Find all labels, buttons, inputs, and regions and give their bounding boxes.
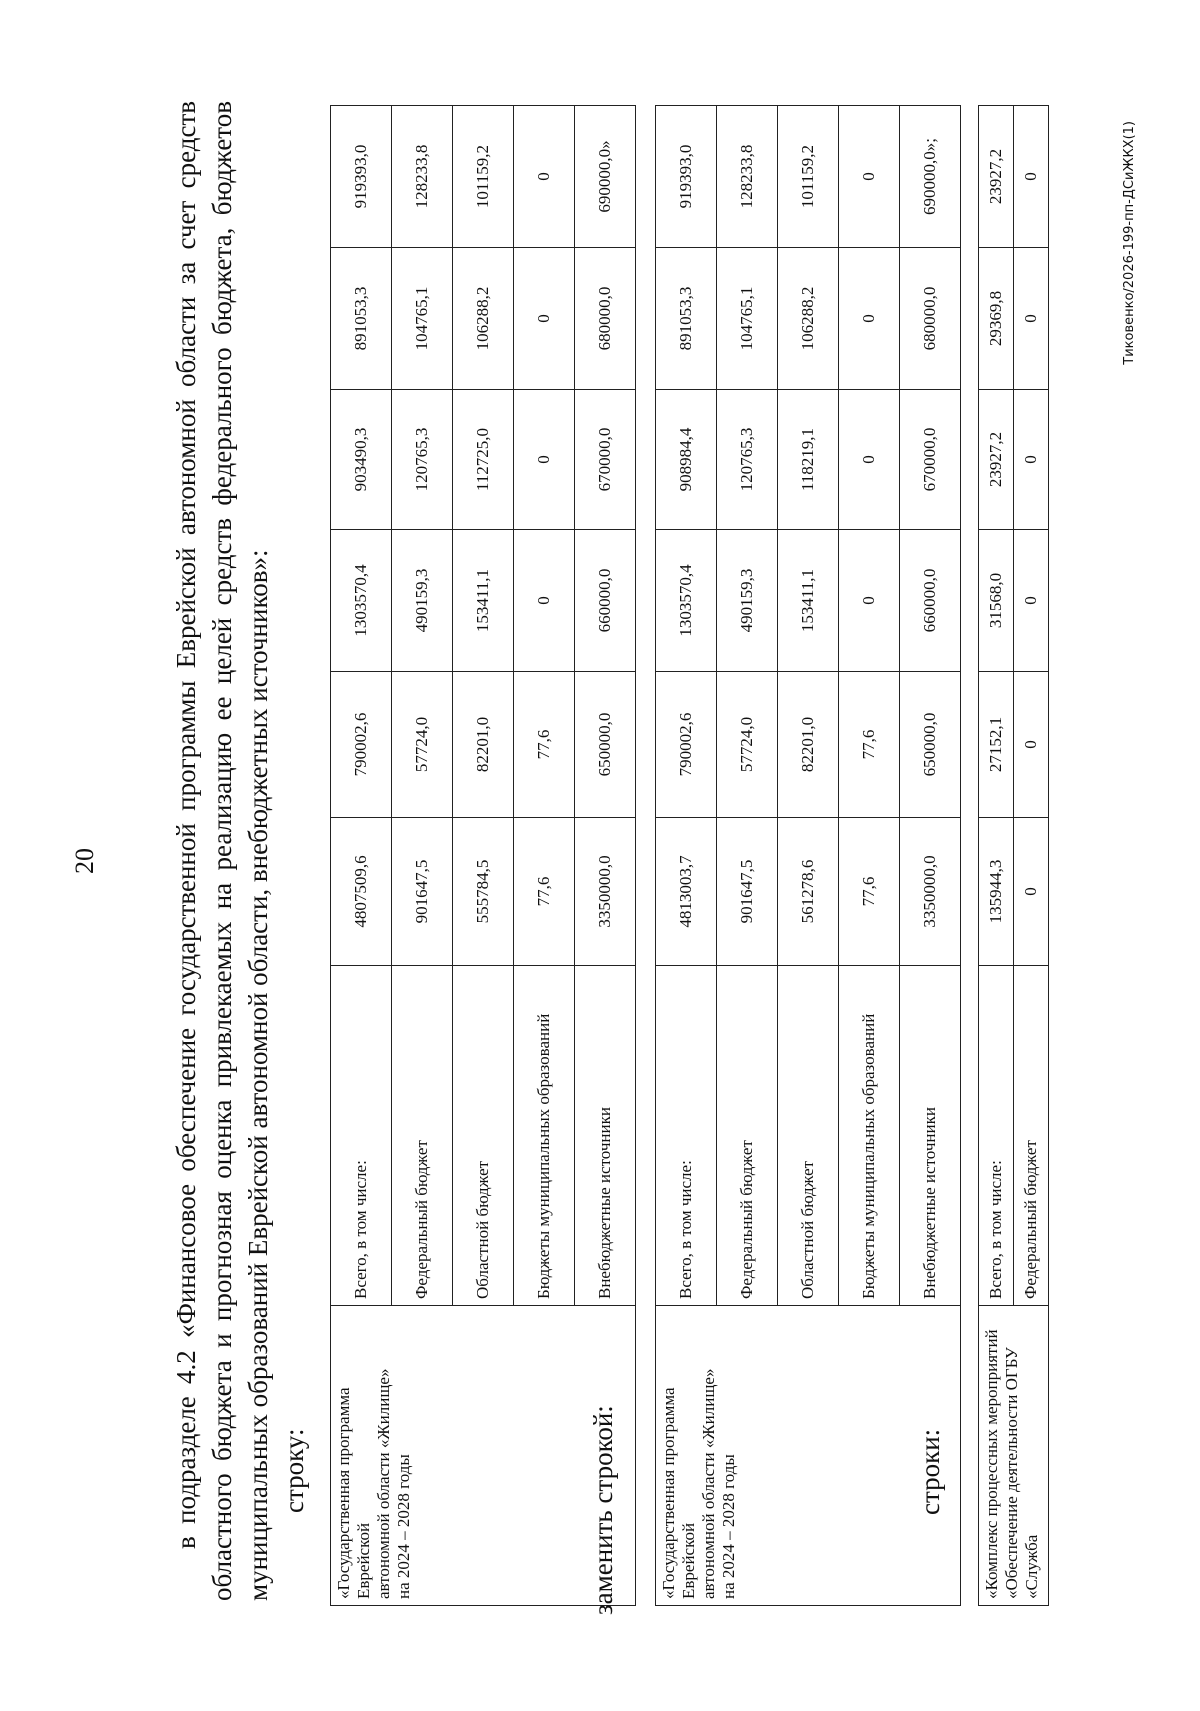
- amount-cell: 891053,3: [656, 248, 717, 390]
- amount-cell: 0: [1014, 248, 1049, 390]
- amount-cell: 790002,6: [656, 672, 717, 818]
- caption-rows: строки:: [915, 1428, 945, 1515]
- amount-cell: 0: [839, 106, 900, 248]
- amount-cell: 670000,0: [575, 390, 636, 530]
- amount-cell: 690000,0»;: [900, 106, 961, 248]
- program-name-line: автономной области «Жилище»: [699, 1368, 718, 1599]
- funding-source-cell: Всего, в том числе:: [331, 966, 392, 1306]
- amount-cell: 135944,3: [979, 818, 1014, 966]
- amount-cell: 0: [839, 390, 900, 530]
- amount-cell: 891053,3: [331, 248, 392, 390]
- amount-cell: 690000,0»: [575, 106, 636, 248]
- amount-cell: 490159,3: [717, 530, 778, 672]
- amount-cell: 106288,2: [453, 248, 514, 390]
- funding-source-cell: Всего, в том числе:: [656, 966, 717, 1306]
- amount-cell: 31568,0: [979, 530, 1014, 672]
- program-name-line: «Комплекс процессных мероприятий: [982, 1329, 1001, 1599]
- amendment-intro-text: в подразделе 4.2 «Финансовое обеспечение государственной программы Еврейской автономной области за счет средств областного бюджета и прогнозная оценка привлекаемых на реализацию ее целей средств федерального бюджета, бюджетов муниципальных образований Еврейской автономной области, внебюджетных источников»:: [171, 101, 273, 1601]
- funding-source-cell: Областной бюджет: [778, 966, 839, 1306]
- amount-cell: 77,6: [514, 672, 575, 818]
- amount-cell: 3350000,0: [575, 818, 636, 966]
- funding-source-cell: Областной бюджет: [453, 966, 514, 1306]
- funding-source-cell: Федеральный бюджет: [717, 966, 778, 1306]
- amount-cell: 650000,0: [900, 672, 961, 818]
- page-number: 20: [70, 848, 99, 874]
- funding-source-cell: Бюджеты муниципальных образований: [514, 966, 575, 1306]
- financing-table-process: [978, 105, 1049, 1606]
- table-row: [979, 106, 1014, 1606]
- table-row: [656, 106, 717, 1606]
- amount-cell: 120765,3: [717, 390, 778, 530]
- funding-source-cell: Федеральный бюджет: [392, 966, 453, 1306]
- amount-cell: 0: [1014, 530, 1049, 672]
- amount-cell: 3350000,0: [900, 818, 961, 966]
- amount-cell: 490159,3: [392, 530, 453, 672]
- program-name-line: «Обеспечение деятельности ОГБУ «Служба: [1002, 1347, 1041, 1599]
- amount-cell: 104765,1: [392, 248, 453, 390]
- financing-table-new: [655, 105, 961, 1606]
- amount-cell: 1303570,4: [656, 530, 717, 672]
- amendment-intro: [168, 101, 312, 1601]
- amount-cell: 0: [1014, 106, 1049, 248]
- amount-cell: 128233,8: [392, 106, 453, 248]
- funding-source-cell: Внебюджетные источники: [575, 966, 636, 1306]
- amount-cell: 112725,0: [453, 390, 514, 530]
- funding-source-cell: Всего, в том числе:: [979, 966, 1014, 1306]
- amount-cell: 27152,1: [979, 672, 1014, 818]
- amount-cell: 120765,3: [392, 390, 453, 530]
- amount-cell: 670000,0: [900, 390, 961, 530]
- amount-cell: 790002,6: [331, 672, 392, 818]
- amount-cell: 153411,1: [778, 530, 839, 672]
- amount-cell: 903490,3: [331, 390, 392, 530]
- amount-cell: 4813003,7: [656, 818, 717, 966]
- amount-cell: 919393,0: [656, 106, 717, 248]
- funding-source-cell: Внебюджетные источники: [900, 966, 961, 1306]
- document-code: Тиковенко/2026-199-пп-ДСиЖКХ(1): [1122, 121, 1137, 365]
- amount-cell: 680000,0: [900, 248, 961, 390]
- amount-cell: 23927,2: [979, 390, 1014, 530]
- amount-cell: 0: [514, 390, 575, 530]
- amount-cell: 0: [1014, 390, 1049, 530]
- funding-source-cell: Бюджеты муниципальных образований: [839, 966, 900, 1306]
- amount-cell: 680000,0: [575, 248, 636, 390]
- amount-cell: 57724,0: [717, 672, 778, 818]
- program-name-line: «Государственная программа Еврейской: [334, 1387, 373, 1599]
- amendment-intro-label: строку:: [279, 1428, 309, 1513]
- amount-cell: 650000,0: [575, 672, 636, 818]
- amount-cell: 77,6: [514, 818, 575, 966]
- amount-cell: 0: [839, 530, 900, 672]
- amount-cell: 106288,2: [778, 248, 839, 390]
- amount-cell: 0: [1014, 672, 1049, 818]
- amount-cell: 919393,0: [331, 106, 392, 248]
- funding-source-cell: Федеральный бюджет: [1014, 966, 1049, 1306]
- amount-cell: 908984,4: [656, 390, 717, 530]
- amount-cell: 29369,8: [979, 248, 1014, 390]
- table-row: [331, 106, 392, 1606]
- financing-table-old: [330, 105, 636, 1606]
- amount-cell: 561278,6: [778, 818, 839, 966]
- amount-cell: 0: [514, 530, 575, 672]
- amount-cell: 901647,5: [392, 818, 453, 966]
- program-name-line: автономной области «Жилище»: [374, 1368, 393, 1599]
- amount-cell: 128233,8: [717, 106, 778, 248]
- program-name-line: на 2024 – 2028 годы: [394, 1454, 413, 1599]
- amount-cell: 82201,0: [453, 672, 514, 818]
- amount-cell: 0: [839, 248, 900, 390]
- amount-cell: 77,6: [839, 818, 900, 966]
- amount-cell: 660000,0: [900, 530, 961, 672]
- amount-cell: 0: [1014, 818, 1049, 966]
- caption-replace: заменить строкой:: [588, 1405, 618, 1615]
- amount-cell: 118219,1: [778, 390, 839, 530]
- amount-cell: 0: [514, 248, 575, 390]
- amount-cell: 77,6: [839, 672, 900, 818]
- amount-cell: 153411,1: [453, 530, 514, 672]
- amount-cell: 82201,0: [778, 672, 839, 818]
- amount-cell: 0: [514, 106, 575, 248]
- program-name-line: на 2024 – 2028 годы: [719, 1454, 738, 1599]
- amount-cell: 1303570,4: [331, 530, 392, 672]
- program-name-line: «Государственная программа Еврейской: [659, 1387, 698, 1599]
- amount-cell: 57724,0: [392, 672, 453, 818]
- program-name-cell: [979, 1306, 1049, 1606]
- amount-cell: 104765,1: [717, 248, 778, 390]
- amount-cell: 101159,2: [778, 106, 839, 248]
- amount-cell: 555784,5: [453, 818, 514, 966]
- amount-cell: 101159,2: [453, 106, 514, 248]
- amount-cell: 23927,2: [979, 106, 1014, 248]
- amount-cell: 4807509,6: [331, 818, 392, 966]
- amount-cell: 660000,0: [575, 530, 636, 672]
- amount-cell: 901647,5: [717, 818, 778, 966]
